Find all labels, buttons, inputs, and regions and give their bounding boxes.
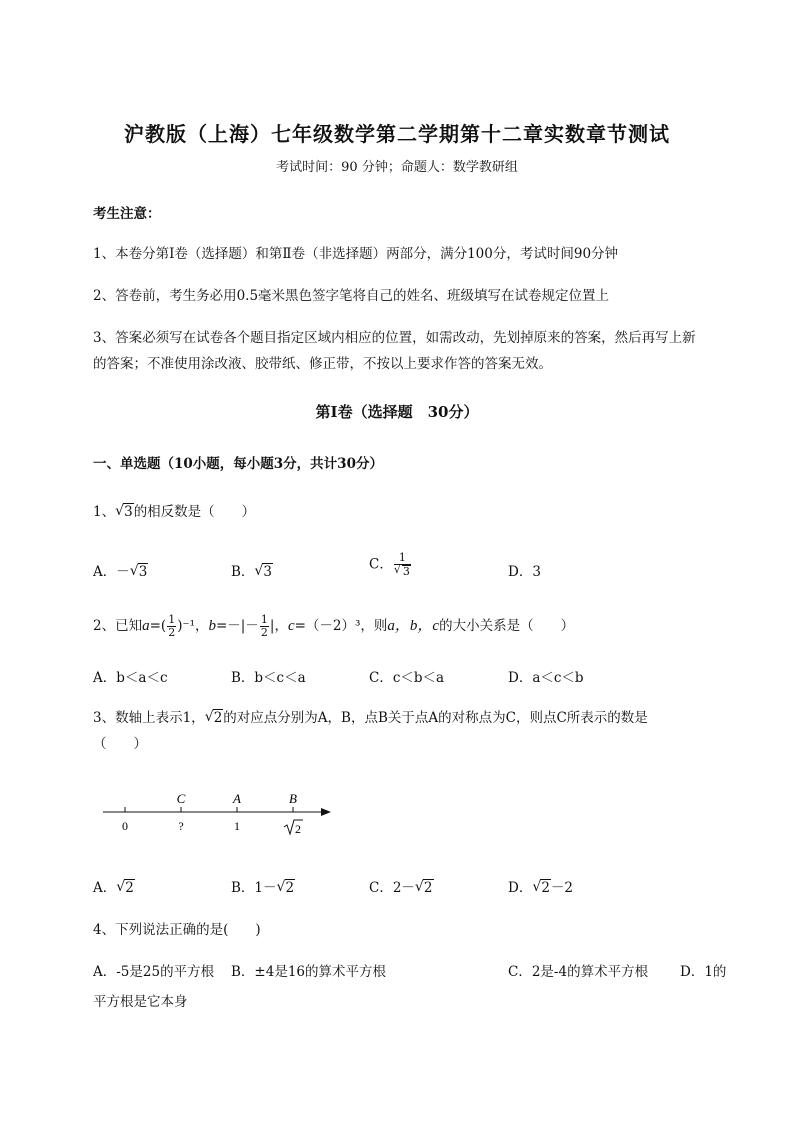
q2-eq3: =（－2）³，则 bbox=[294, 618, 388, 634]
tick-label-sqrt2: 2 bbox=[295, 822, 301, 836]
notice-item-3: 3、答案必须写在试卷各个题目指定区域内相应的位置，如需改动，先划掉原来的答案，然后再写上新 bbox=[93, 330, 696, 346]
exam-title: 沪教版（上海）七年级数学第二学期第十二章实数章节测试 bbox=[124, 122, 670, 146]
notice-item-2: 2、答卷前，考生务必用0.5毫米黑色签字笔将自己的姓名、班级填写在试卷规定位置上 bbox=[93, 288, 610, 304]
tick-label-unknown: ? bbox=[178, 819, 184, 833]
arrow-right-icon bbox=[321, 808, 331, 816]
q1-option-c[interactable] bbox=[369, 552, 412, 578]
q4-option-b[interactable]: B．±4是16的算术平方根 bbox=[231, 964, 386, 980]
q3-radicand: 2 bbox=[213, 710, 223, 726]
q2-stem-tail: 的大小关系是（ ） bbox=[439, 618, 575, 634]
notice-item-3-cont: 的答案；不准使用涂改液、胶带纸、修正带，不按以上要求作答的答案无效。 bbox=[93, 356, 552, 372]
q4-option-c[interactable]: C．2是-4的算术平方根 bbox=[508, 964, 649, 980]
sqrt-symbol: √ 2 bbox=[204, 709, 223, 726]
q3-stem-rest: 的对应点分别为A，B，点B关于点A的对称点为C，则点C所表示的数是 bbox=[223, 710, 648, 726]
fraction bbox=[394, 552, 411, 578]
sqrt-symbol: √ 2 bbox=[276, 879, 295, 896]
q2-option-c[interactable]: C．c＜b＜a bbox=[369, 670, 445, 686]
q2-stem-vars: a，b，c bbox=[387, 618, 440, 634]
q2-sep2: ， bbox=[274, 618, 288, 634]
q2-eq2: =－|－ bbox=[216, 618, 259, 634]
q3-opt-b-label: B．1－ bbox=[231, 880, 277, 896]
q3-opt-b-rad: 2 bbox=[285, 880, 295, 896]
q3-opt-d-rad: 2 bbox=[541, 880, 550, 896]
sqrt-symbol: √ 2 bbox=[414, 879, 433, 896]
q2-var-a: a bbox=[142, 618, 150, 634]
q3-opt-d-label: D． bbox=[508, 880, 533, 896]
q1-opt-c-rad: 3 bbox=[402, 565, 410, 578]
question-4: 4、下列说法正确的是( ) bbox=[93, 922, 261, 938]
question-2 bbox=[93, 614, 574, 639]
part1-title: 第Ⅰ卷（选择题 30分） bbox=[315, 403, 479, 421]
tick-label-1: 1 bbox=[234, 819, 240, 833]
fraction bbox=[167, 614, 176, 639]
q2-abs-close: | bbox=[269, 618, 275, 634]
point-label-c: C bbox=[176, 791, 186, 806]
q1-opt-c-label: C． bbox=[369, 556, 393, 573]
notice-item-1: 1、本卷分第Ⅰ卷（选择题）和第Ⅱ卷（非选择题）两部分，满分100分，考试时间90分钟 bbox=[93, 246, 619, 262]
sqrt-symbol: √ 3 bbox=[393, 563, 410, 578]
sqrt-symbol: √ 2 bbox=[532, 879, 550, 896]
sqrt-symbol: √ 3 bbox=[129, 563, 148, 580]
q2-exp1: )⁻¹ bbox=[177, 618, 195, 634]
q1-opt-b-label: B． bbox=[231, 564, 255, 580]
q1-option-d[interactable]: D．3 bbox=[508, 564, 541, 580]
section-heading: 一、单选题（10小题，每小题3分，共计30分） bbox=[93, 456, 383, 472]
q3-opt-a-label: A． bbox=[93, 880, 117, 896]
q1-radicand: 3 bbox=[124, 504, 133, 520]
sqrt-symbol: √ 2 bbox=[116, 879, 134, 896]
point-label-a: A bbox=[233, 791, 241, 806]
q3-prefix: 3、数轴上表示1， bbox=[93, 710, 205, 726]
q4-option-d-cont: 平方根是它本身 bbox=[93, 994, 188, 1010]
q1-opt-b-rad: 3 bbox=[263, 564, 273, 580]
q3-option-a[interactable] bbox=[93, 876, 135, 896]
q3-opt-c-label: C．2－ bbox=[369, 880, 415, 896]
q4-option-d[interactable]: D．1的 bbox=[680, 964, 727, 980]
q3-option-b[interactable] bbox=[231, 876, 295, 896]
tick-label-0: 0 bbox=[122, 819, 128, 833]
q3-opt-d-tail: －2 bbox=[550, 880, 574, 896]
q2-option-a[interactable]: A．b＜a＜c bbox=[93, 670, 168, 686]
q2-sep1: ， bbox=[195, 618, 209, 634]
q2-prefix: 2、已知 bbox=[93, 618, 143, 634]
q2-var-c: c bbox=[287, 618, 295, 634]
sqrt-symbol: √ 3 bbox=[254, 563, 273, 580]
q3-option-c[interactable] bbox=[369, 876, 434, 896]
q1-option-a[interactable] bbox=[93, 560, 148, 580]
q1-opt-a-label: A．－ bbox=[93, 564, 130, 580]
q2-eq1: =( bbox=[149, 618, 167, 634]
q1-stem: 的相反数是（ ） bbox=[133, 504, 256, 520]
q2-f2-num: 1 bbox=[260, 613, 268, 626]
fraction bbox=[260, 614, 269, 639]
q2-f1-den: 2 bbox=[168, 626, 176, 639]
q2-f2-den: 2 bbox=[260, 626, 268, 639]
q2-option-d[interactable]: D．a＜c＜b bbox=[508, 670, 584, 686]
question-3 bbox=[93, 706, 648, 726]
q4-option-a[interactable]: A．-5是25的平方根 bbox=[93, 964, 215, 980]
notice-heading: 考生注意： bbox=[93, 206, 161, 222]
question-1 bbox=[93, 500, 255, 520]
exam-subtitle: 考试时间：90 分钟；命题人：数学教研组 bbox=[276, 160, 518, 175]
q1-opt-a-rad: 3 bbox=[138, 564, 148, 580]
sqrt-symbol: √ 3 bbox=[115, 503, 133, 520]
q2-var-b: b bbox=[208, 618, 216, 634]
question-3-cont: （ ） bbox=[93, 736, 147, 752]
q1-option-b[interactable] bbox=[231, 560, 273, 580]
q2-option-b[interactable]: B．b＜c＜a bbox=[231, 670, 306, 686]
q3-opt-c-rad: 2 bbox=[423, 880, 433, 896]
q1-opt-c-num: 1 bbox=[394, 552, 411, 565]
number-line-figure bbox=[95, 786, 345, 846]
q3-opt-a-rad: 2 bbox=[125, 880, 134, 896]
q3-option-d[interactable] bbox=[508, 876, 573, 896]
q1-prefix: 1、 bbox=[93, 504, 116, 520]
q2-f1-num: 1 bbox=[168, 613, 176, 626]
point-label-b: B bbox=[289, 791, 297, 806]
